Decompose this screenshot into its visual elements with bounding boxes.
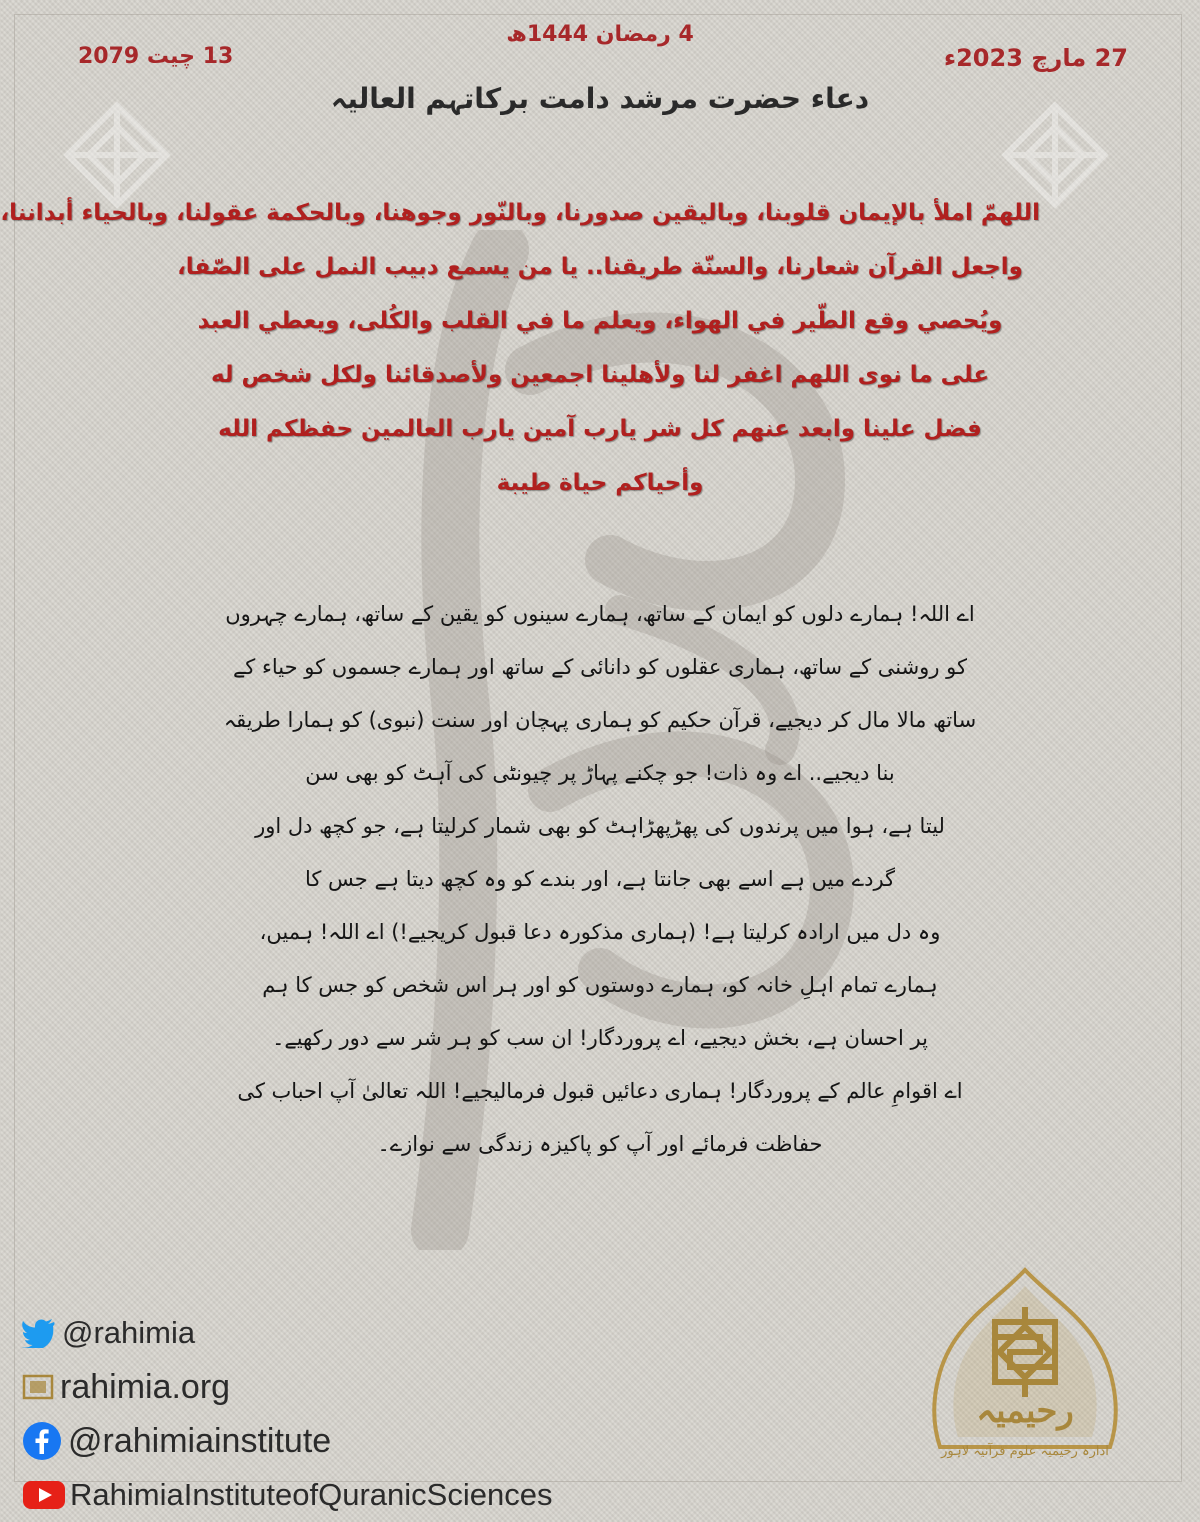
facebook-handle: @rahimiainstitute <box>68 1421 332 1460</box>
urdu-line: بنا دیجیے.. اے وہ ذات! جو چکنے پہاڑ پر چیونٹی کی آہٹ کو بھی سن <box>305 761 895 785</box>
arabic-line: ويُحصي وقع الطّير في الهواء، ويعلم ما في القلب والكُلى، ويعطي العبد <box>197 308 1003 334</box>
urdu-line: پر احسان ہے، بخش دیجیے، اے پروردگار! ان سب کو ہر شر سے دور رکھیے۔ <box>272 1026 928 1050</box>
twitter-handle: @rahimia <box>62 1315 196 1350</box>
facebook-link[interactable] <box>22 1414 552 1468</box>
page-title: دعاء حضرت مرشد دامت برکاتہم العالیہ <box>330 82 870 115</box>
urdu-line: ہمارے تمام اہلِ خانہ کو، ہمارے دوستوں کو اور ہر اس شخص کو جس کا ہم <box>262 973 938 997</box>
urdu-line: کو روشنی کے ساتھ، ہماری عقلوں کو دانائی کے ساتھ اور ہمارے جسموں کو حیاء کے <box>233 655 967 679</box>
urdu-line: حفاظت فرمائے اور آپ کو پاکیزہ زندگی سے نوازے۔ <box>377 1132 823 1156</box>
twitter-bird-icon <box>22 1318 56 1348</box>
urdu-line: ساتھ مالا مال کر دیجیے، قرآن حکیم کو ہماری پہچان اور سنت (نبوی) کو ہمارا طریقہ <box>223 708 977 732</box>
facebook-icon <box>22 1421 62 1461</box>
arabic-dua <box>0 186 1040 510</box>
arabic-line: وأحياكم حياة طيبة <box>496 470 704 496</box>
youtube-channel: RahimiaInstituteofQuranicSciences <box>70 1477 553 1512</box>
urdu-line: اے اقوامِ عالم کے پروردگار! ہماری دعائیں قبول فرمالیجیے! اللہ تعالیٰ آپ احباب کی <box>237 1079 963 1103</box>
website-icon <box>22 1372 56 1402</box>
youtube-link[interactable] <box>22 1468 552 1522</box>
arabic-line: على ما نوى اللهم اغفر لنا ولأهلينا اجمعين ولأصدقائنا ولكل شخص له <box>210 362 990 388</box>
website-url: rahimia.org <box>60 1367 231 1406</box>
urdu-line: لیتا ہے، ہوا میں پرندوں کی پھڑپھڑاہٹ کو بھی شمار کرلیتا ہے، جو کچھ دل اور <box>255 814 945 838</box>
urdu-translation <box>160 588 1040 1171</box>
urdu-line: گردے میں ہے اسے بھی جانتا ہے، اور بندے کو وہ کچھ دیتا ہے جس کا <box>304 867 896 891</box>
arabic-line: فضل علينا وابعد عنهم كل شر يارب آمين يارب العالمين حفظكم الله <box>218 416 982 442</box>
website-link[interactable] <box>22 1360 552 1414</box>
arabic-line: واجعل القرآن شعارنا، والسنّة طريقنا.. يا من يسمع دبيب النمل على الصّفا، <box>177 254 1023 280</box>
logo-tagline: ادارہ رحیمیہ علوم قرآنیہ لاہور <box>941 1444 1109 1459</box>
gregorian-date: 27 مارچ 2023ء <box>943 44 1128 72</box>
twitter-link[interactable] <box>22 1306 552 1360</box>
social-links <box>22 1306 552 1522</box>
hijri-date: 4 رمضان 1444ھ <box>506 22 694 47</box>
arabic-line: اللهمّ املأ بالإيمان قلوبنا، وباليقين صدورنا، وبالنّور وجوهنا، وبالحكمة عقولنا، وبالحياء أبداننا، <box>0 200 1040 226</box>
logo-name: رحیمیہ <box>976 1391 1074 1431</box>
institute-logo <box>900 1262 1150 1484</box>
urdu-line: وہ دل میں ارادہ کرلیتا ہے! (ہماری مذکورہ دعا قبول کریجیے!) اے اللہ! ہمیں، <box>259 920 941 944</box>
vikram-date: 13 چیت 2079 <box>78 44 234 69</box>
youtube-icon <box>22 1479 66 1511</box>
urdu-line: اے اللہ! ہمارے دلوں کو ایمان کے ساتھ، ہمارے سینوں کو یقین کے ساتھ، ہمارے چہروں <box>225 602 975 626</box>
